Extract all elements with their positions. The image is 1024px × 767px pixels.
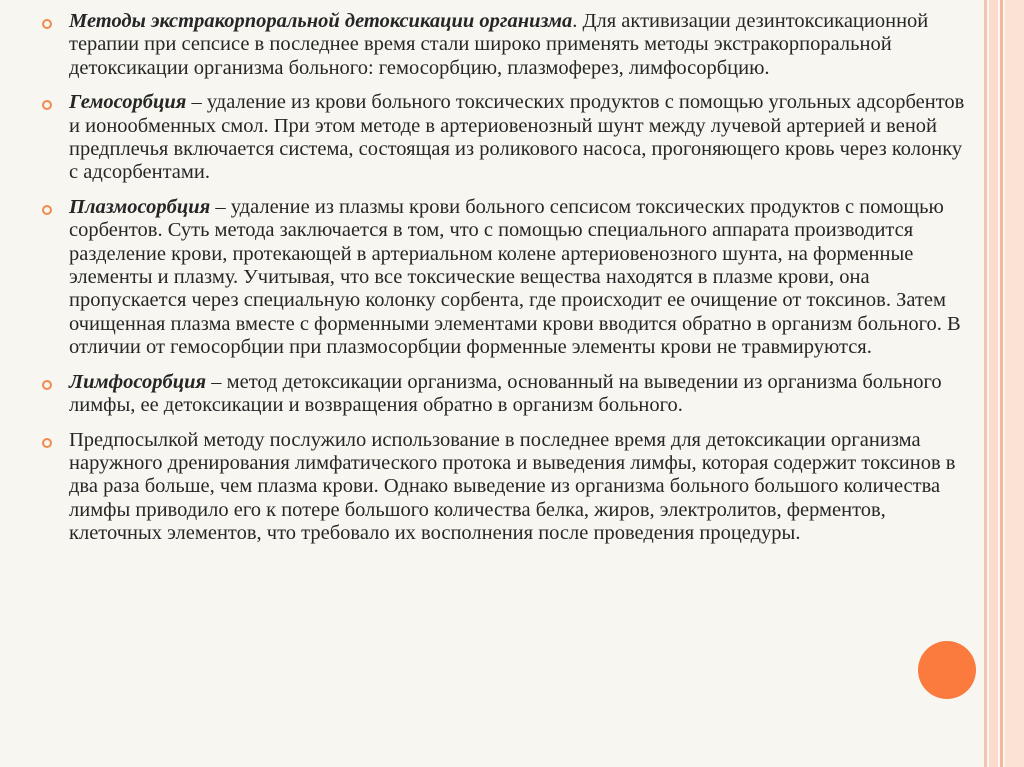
stripe [989, 0, 998, 767]
bullet-term: Лимфосорбция [69, 370, 207, 393]
bullet-text: – метод детоксикации организма, основанный на выведении из организма больного лимфы, ее детоксикации и возвращения обратно в организм больного. [69, 370, 942, 417]
bullet-text: – удаление из крови больного токсических продуктов с помощью угольных адсорбентов и ионообменных смол. При этом методе в артериовенозный шунт между лучевой артерией и веной предплечья включается система, состоящая из роликового насоса, прогоняющего кровь через колонку с адсорбентами. [69, 91, 965, 184]
bullet-circle-icon [42, 380, 52, 390]
bullet-term: Гемосорбция [69, 91, 187, 114]
bullet-text: . Для активизации дезинтоксикационной терапии при сепсисе в последнее время стали широко применять методы экстракорпоральной детоксикации организма больного: гемосорбцию, плазмоферез, лимфосорбцию. [69, 10, 929, 79]
stripe [984, 0, 987, 767]
bullet-circle-icon [42, 19, 52, 29]
bullet-term: Методы экстракорпоральной детоксикации организма [69, 10, 573, 32]
slide-content [40, 10, 965, 557]
decorative-orange-circle [918, 641, 976, 699]
stripe [1005, 0, 1024, 767]
bullet-text: Предпосылкой методу послужило использование в последнее время для детоксикации организма наружного дренирования лимфатического протока и выведения лимфы, которая содержит токсинов в два раза больше, чем плазма крови. Однако выведение из организма больного большого количества лимфы приводило его к потере большого количества белка, жиров, электролитов, ферментов, клеточных элементов, что требовало их восполнения после проведения процедуры. [69, 428, 956, 545]
bullet-circle-icon [42, 438, 52, 448]
bullet-item-lymphosorption [40, 371, 965, 418]
bullet-term: Плазмосорбция [69, 195, 211, 218]
decorative-stripes [984, 0, 1024, 767]
bullet-circle-icon [42, 205, 52, 215]
bullet-text: – удаление из плазмы крови больного сепсисом токсических продуктов с помощью сорбентов. Суть метода заключается в том, что с помощью специального аппарата производится разделение крови, протекающей в артериальном колене артериовенозного шунта, на форменные элементы и плазму. Учитывая, что все токсические вещества находятся в плазме крови, она пропускается через специальную колонку сорбента, где происходит ее очищение от токсинов. Затем очищенная плазма вместе с форменными элементами крови вводится обратно в организм больного. В отличии от гемосорбции при плазмосорбции форменные элементы крови не травмируются. [69, 195, 961, 359]
bullet-item-hemosorption [40, 91, 965, 185]
bullet-item-extracorporeal-methods [40, 10, 965, 80]
bullet-item-lymph-drainage [40, 429, 965, 546]
stripe [1000, 0, 1003, 767]
bullet-circle-icon [42, 100, 52, 110]
bullet-item-plasmosorption [40, 196, 965, 360]
bullet-list [40, 10, 965, 546]
